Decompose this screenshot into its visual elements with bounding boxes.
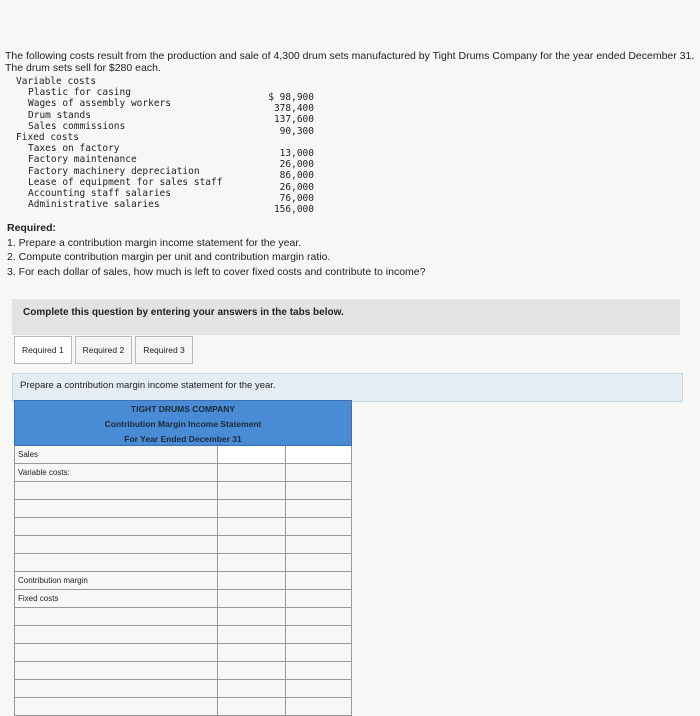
cost-item: Sales commissions <box>28 120 126 132</box>
statement-label-cell[interactable] <box>15 608 218 625</box>
amount-input-cell[interactable] <box>218 608 285 625</box>
statement-period: For Year Ended December 31 <box>124 434 242 444</box>
total-input-cell[interactable] <box>286 680 352 697</box>
statement-row <box>15 518 352 536</box>
cost-amount: 26,000 <box>279 159 314 171</box>
amount-input-cell[interactable] <box>218 518 285 535</box>
required-item: 3. For each dollar of sales, how much is left to cover fixed costs and contribute to income? <box>7 265 426 278</box>
cost-item: Lease of equipment for sales staff <box>28 176 223 188</box>
cost-item: Wages of assembly workers <box>28 98 171 110</box>
amount-input-cell[interactable] <box>218 500 285 517</box>
tab-required-2[interactable]: Required 2 <box>75 336 133 364</box>
total-input-cell[interactable] <box>286 518 352 535</box>
required-section <box>7 221 425 279</box>
statement-title: Contribution Margin Income Statement <box>104 419 262 429</box>
statement-label-cell[interactable] <box>15 482 218 499</box>
amount-input-cell[interactable] <box>218 626 285 643</box>
statement-label-cell[interactable] <box>15 644 218 661</box>
statement-label-cell[interactable] <box>15 518 218 535</box>
statement-row <box>15 554 352 572</box>
statement-label-cell[interactable]: Contribution margin <box>15 572 218 589</box>
company-name: TIGHT DRUMS COMPANY <box>130 404 236 414</box>
cost-amount: $ 98,900 <box>268 92 314 103</box>
cost-item: Factory maintenance <box>28 154 137 166</box>
total-input-cell[interactable] <box>286 608 352 625</box>
statement-label-cell[interactable] <box>15 554 218 571</box>
total-input-cell[interactable] <box>286 464 352 481</box>
statement-row <box>15 698 352 716</box>
statement-label-cell[interactable]: Sales <box>15 446 218 463</box>
statement-label-cell[interactable]: Fixed costs <box>15 590 218 607</box>
amount-input-cell[interactable] <box>218 662 285 679</box>
statement-row <box>15 572 352 590</box>
cost-amount: 13,000 <box>279 148 314 159</box>
cost-item: Administrative salaries <box>28 199 160 211</box>
required-heading: Required: <box>7 222 57 234</box>
required-item: 2. Compute contribution margin per unit and contribution margin ratio. <box>7 251 331 263</box>
statement-row <box>15 500 352 518</box>
cost-amount: 378,400 <box>273 103 314 115</box>
required-item: 1. Prepare a contribution margin income statement for the year. <box>7 236 302 249</box>
statement-label-cell[interactable] <box>15 626 218 643</box>
statement-label-cell[interactable] <box>15 680 218 697</box>
cost-list <box>16 76 222 210</box>
statement-row <box>15 446 352 464</box>
cost-amount: 26,000 <box>279 181 314 193</box>
prompt-text: Prepare a contribution margin income statement for the year. <box>20 380 276 391</box>
statement-grid <box>14 446 352 716</box>
statement-row <box>15 464 352 482</box>
instruction-banner <box>12 299 680 335</box>
tab-bar <box>14 336 196 364</box>
cost-item: Plastic for casing <box>28 87 131 99</box>
cost-item: Factory machinery depreciation <box>28 165 200 177</box>
amount-input-cell[interactable] <box>218 464 285 481</box>
statement-row <box>15 482 352 500</box>
statement-label-cell[interactable] <box>15 536 218 553</box>
amount-input-cell[interactable] <box>218 644 285 661</box>
statement-row <box>15 662 352 680</box>
cost-item: Taxes on factory <box>28 143 120 155</box>
total-input-cell[interactable] <box>286 446 352 463</box>
fixed-costs-label: Fixed costs <box>16 132 79 144</box>
total-input-cell[interactable] <box>286 626 352 643</box>
amount-input-cell[interactable] <box>218 482 285 499</box>
total-input-cell[interactable] <box>286 644 352 661</box>
amount-input-cell[interactable] <box>218 590 285 607</box>
amount-input-cell[interactable] <box>218 446 285 463</box>
amount-input-cell[interactable] <box>218 572 285 589</box>
statement-row <box>15 626 352 644</box>
prompt-bar <box>12 373 683 402</box>
variable-costs-label: Variable costs <box>16 76 97 87</box>
cost-item: Drum stands <box>28 109 91 121</box>
tab-required-1[interactable]: Required 1 <box>14 336 72 364</box>
amount-input-cell[interactable] <box>218 698 285 715</box>
statement-row <box>15 680 352 698</box>
problem-intro: The following costs result from the production and sale of 4,300 drum sets manufactured by Tight Drums Company for the year ended December 31. The drum sets sell for $280 each. <box>5 50 695 74</box>
statement-label-cell[interactable] <box>15 698 218 715</box>
cost-amount: 90,300 <box>279 125 314 137</box>
total-input-cell[interactable] <box>286 500 352 517</box>
amount-input-cell[interactable] <box>218 680 285 697</box>
instruction-text: Complete this question by entering your answers in the tabs below. <box>23 307 344 318</box>
total-input-cell[interactable] <box>286 572 352 589</box>
total-input-cell[interactable] <box>286 554 352 571</box>
statement-row <box>15 590 352 608</box>
total-input-cell[interactable] <box>286 698 352 715</box>
total-input-cell[interactable] <box>286 482 352 499</box>
amount-input-cell[interactable] <box>218 536 285 553</box>
statement-label-cell[interactable]: Variable costs: <box>15 464 218 481</box>
cost-amount: 137,600 <box>273 114 314 126</box>
cost-amounts <box>260 92 314 215</box>
amount-input-cell[interactable] <box>218 554 285 571</box>
cost-amount: 76,000 <box>279 192 314 204</box>
total-input-cell[interactable] <box>286 536 352 553</box>
tab-required-3[interactable]: Required 3 <box>135 336 193 364</box>
cost-amount: 156,000 <box>273 204 314 216</box>
cost-item: Accounting staff salaries <box>28 188 171 200</box>
statement-row <box>15 536 352 554</box>
total-input-cell[interactable] <box>286 590 352 607</box>
cost-amount: 86,000 <box>279 170 314 182</box>
statement-header <box>14 400 352 446</box>
income-statement <box>14 400 352 716</box>
total-input-cell[interactable] <box>286 662 352 679</box>
statement-label-cell[interactable] <box>15 500 218 517</box>
statement-label-cell[interactable] <box>15 662 218 679</box>
statement-row <box>15 644 352 662</box>
statement-row <box>15 608 352 626</box>
